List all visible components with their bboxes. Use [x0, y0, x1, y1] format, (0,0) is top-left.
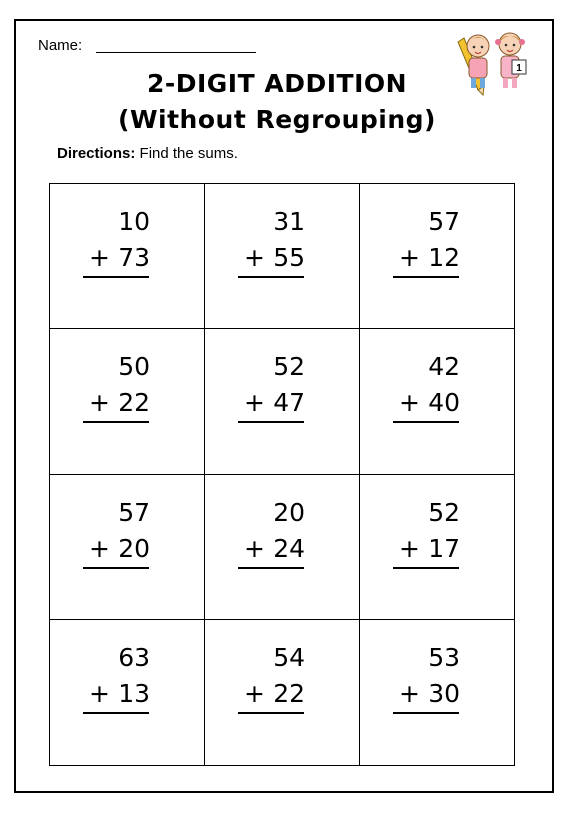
addend-bottom: 40 [428, 388, 460, 417]
plus-sign: + [89, 534, 110, 563]
problem-cell [50, 475, 205, 620]
name-label: Name: [38, 37, 83, 54]
problem-cell [205, 620, 360, 766]
answer-line[interactable] [83, 421, 149, 423]
addend-bottom: 22 [273, 679, 305, 708]
addend-top: 20 [273, 498, 305, 527]
answer-line[interactable] [238, 421, 304, 423]
directions-label: Directions: [57, 145, 136, 162]
directions-text: Find the sums. [135, 145, 238, 162]
addend-bottom: 47 [273, 388, 305, 417]
answer-line[interactable] [83, 276, 149, 278]
addend-bottom: 22 [118, 388, 150, 417]
plus-sign: + [244, 388, 265, 417]
problem-cell [205, 184, 360, 329]
addend-top: 63 [118, 643, 150, 672]
card-number: 1 [516, 63, 522, 74]
name-field-line[interactable] [96, 52, 256, 53]
addend-bottom: 13 [118, 679, 150, 708]
plus-sign: + [244, 243, 265, 272]
problem-cell [50, 620, 205, 766]
problem-cell [50, 329, 205, 475]
answer-line[interactable] [393, 567, 459, 569]
worksheet-title: 2-DIGIT ADDITION [146, 69, 408, 98]
addend-bottom: 20 [118, 534, 150, 563]
addend-top: 54 [273, 643, 305, 672]
addend-top: 57 [428, 207, 460, 236]
answer-line[interactable] [393, 276, 459, 278]
plus-sign: + [89, 679, 110, 708]
answer-line[interactable] [83, 712, 149, 714]
plus-sign: + [89, 243, 110, 272]
addend-bottom: 73 [118, 243, 150, 272]
plus-sign: + [89, 388, 110, 417]
answer-line[interactable] [238, 567, 304, 569]
problem-cell [50, 184, 205, 329]
addend-top: 10 [118, 207, 150, 236]
addend-bottom: 30 [428, 679, 460, 708]
addend-top: 57 [118, 498, 150, 527]
answer-line[interactable] [83, 567, 149, 569]
addend-top: 50 [118, 352, 150, 381]
plus-sign: + [399, 679, 420, 708]
addend-top: 52 [428, 498, 460, 527]
problem-grid [49, 183, 515, 766]
problem-cell [205, 329, 360, 475]
answer-line[interactable] [238, 712, 304, 714]
directions [57, 145, 238, 162]
plus-sign: + [244, 679, 265, 708]
addend-top: 52 [273, 352, 305, 381]
addend-top: 42 [428, 352, 460, 381]
addend-bottom: 12 [428, 243, 460, 272]
addend-top: 31 [273, 207, 305, 236]
addend-bottom: 55 [273, 243, 305, 272]
answer-line[interactable] [393, 712, 459, 714]
plus-sign: + [399, 534, 420, 563]
plus-sign: + [244, 534, 265, 563]
answer-line[interactable] [238, 276, 304, 278]
worksheet-subtitle: (Without Regrouping) [118, 105, 436, 134]
addend-bottom: 17 [428, 534, 460, 563]
problem-cell [205, 475, 360, 620]
problem-cell [360, 184, 515, 329]
addend-top: 53 [428, 643, 460, 672]
answer-line[interactable] [393, 421, 459, 423]
problem-cell [360, 329, 515, 475]
plus-sign: + [399, 388, 420, 417]
problem-cell [360, 475, 515, 620]
plus-sign: + [399, 243, 420, 272]
addend-bottom: 24 [273, 534, 305, 563]
problem-cell [360, 620, 515, 766]
